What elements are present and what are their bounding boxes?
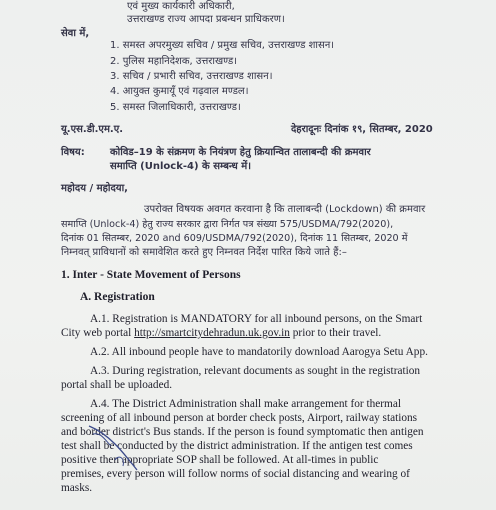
a4-line-4: test shall be conducted by the district administration. If the antigen test comes	[61, 440, 413, 452]
a1-line-1: A.1. Registration is MANDATORY for all inbound persons, on the Smart	[90, 313, 423, 325]
a1-line-2	[61, 327, 381, 340]
reference-number: यू.एस.डी.एम.ए.	[61, 124, 124, 135]
a3-line-1: A.3. During registration, relevant documents as sought in the registration	[90, 365, 421, 377]
a1-text-after: prior to their travel.	[289, 327, 382, 339]
a4-line-3: and border district's Bus stands. If the person is found symptomatic then antigen	[61, 426, 424, 438]
a2-line: A.2. All inbound people have to mandatorily download Aarogya Setu App.	[90, 346, 428, 358]
recipient-5: 5. समस्त जिलाधिकारी, उत्तराखण्ड।	[110, 102, 241, 113]
header-line-1: एवं मुख्य कार्यकारी अधिकारी,	[127, 1, 235, 12]
subject-label: विषय:	[61, 147, 85, 158]
a4-line-1: A.4. The District Administration shall make arrangement for thermal	[90, 398, 402, 410]
header-line-2: उत्तराखण्ड राज्य आपदा प्रबन्धन प्राधिकरण।	[127, 14, 285, 25]
seva-label: सेवा में,	[61, 28, 90, 39]
intro-line-4: निम्नवत् प्राविधानों को समावेशित करते हुए निम्नवत निर्देश पारित किये जाते हैं:–	[61, 247, 347, 258]
recipient-1: 1. समस्त अपरमुख्य सचिव / प्रमुख सचिव, उत्तराखण्ड शासन।	[110, 40, 335, 51]
intro-line-3: दिनांक 01 सितम्बर, 2020 and 609/USDMA/792(2020), दिनांक 11 सितम्बर, 2020 में	[61, 233, 408, 244]
letter-date: देहरादूनः दिनांक १९, सितम्बर, 2020	[291, 124, 433, 135]
subject-line-1: कोविड–19 के संक्रमण के नियंत्रण हेतु क्रियान्वित तालाबन्दी की क्रमवार	[110, 147, 371, 158]
a4-line-5: positive then appropriate SOP shall be followed. At all-times in public	[61, 454, 379, 466]
intro-line-2: समाप्ति (Unlock-4) हेतु राज्य सरकार द्वारा निर्गत पत्र संख्या 575/USDMA/792(2020),	[61, 219, 394, 230]
a3-line-2: portal shall be uploaded.	[61, 379, 173, 391]
a4-line-6: premises, every person will follow norms of social distancing and wearing of	[61, 468, 410, 480]
a4-line-2: screening of all inbound person at border check posts, Airport, railway stations	[61, 412, 418, 424]
recipient-4: 4. आयुक्त कुमायूँ एवं गढ़वाल मण्डल।	[110, 86, 249, 97]
pen-scribble-mark	[85, 420, 145, 480]
recipient-2: 2. पुलिस महानिदेशक, उत्तराखण्ड।	[110, 56, 238, 67]
intro-line-1: उपरोक्त विषयक अवगत करवाना है कि तालाबन्दी (Lockdown) की क्रमवार	[144, 204, 426, 215]
subject-line-2: समाप्ति (Unlock-4) के सम्बन्ध में।	[110, 161, 252, 172]
salutation: महोदय / महोदया,	[61, 183, 128, 194]
a1-text-before: City web portal	[61, 327, 135, 339]
a4-line-7: masks.	[61, 482, 93, 494]
smart-city-portal-link[interactable]: http://smartcitydehradun.uk.gov.in	[134, 327, 290, 339]
subsection-heading: A. Registration	[80, 291, 155, 303]
recipient-3: 3. सचिव / प्रभारी सचिव, उत्तराखण्ड शासन।	[110, 71, 273, 82]
section-heading: 1. Inter - State Movement of Persons	[61, 269, 241, 281]
